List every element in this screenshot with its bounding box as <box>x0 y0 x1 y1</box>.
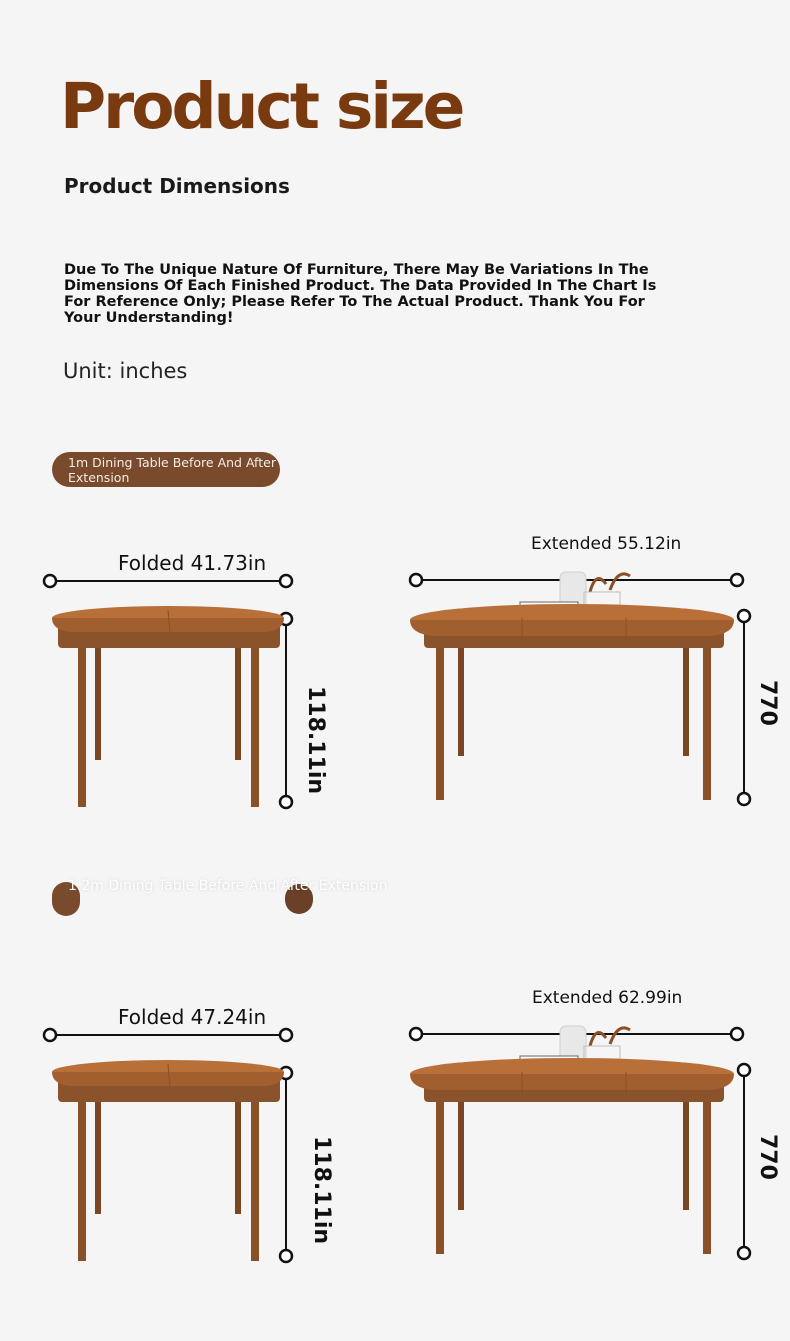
section-2-pill-label: 1.2m Dining Table Before And After Extension <box>68 878 388 894</box>
page-title: Product size <box>60 70 463 143</box>
section-2-folded-label: Folded 47.24in <box>118 1005 267 1029</box>
section-2-extended-diagram <box>400 1014 760 1264</box>
section-1-pill-label: 1m Dining Table Before And After Extension <box>68 455 276 485</box>
section-2-folded-height-label: 118.11in <box>309 1136 334 1245</box>
section-1-extended-diagram <box>400 560 760 810</box>
section-1-folded-height-label: 118.11in <box>303 686 328 795</box>
variation-notice: Due To The Unique Nature Of Furniture, There May Be Variations In The Dimensions Of Each Finished Product. The Data Provided In The Chart Is For Reference Only; Please Refer To The Actual Product. Thank You For Your Understanding! <box>64 262 657 326</box>
unit-label: Unit: inches <box>63 359 188 383</box>
section-2-folded-diagram <box>40 1024 310 1269</box>
section-subtitle: Product Dimensions <box>64 174 290 198</box>
section-1-folded-label: Folded 41.73in <box>118 551 267 575</box>
section-1-extended-height-label: 770 <box>755 680 780 726</box>
section-2-extended-label: Extended 62.99in <box>532 988 683 1008</box>
section-1-folded-diagram <box>40 570 310 815</box>
section-2-extended-height-label: 770 <box>755 1134 780 1180</box>
section-1-pill <box>52 452 280 487</box>
section-1-extended-label: Extended 55.12in <box>531 534 682 554</box>
